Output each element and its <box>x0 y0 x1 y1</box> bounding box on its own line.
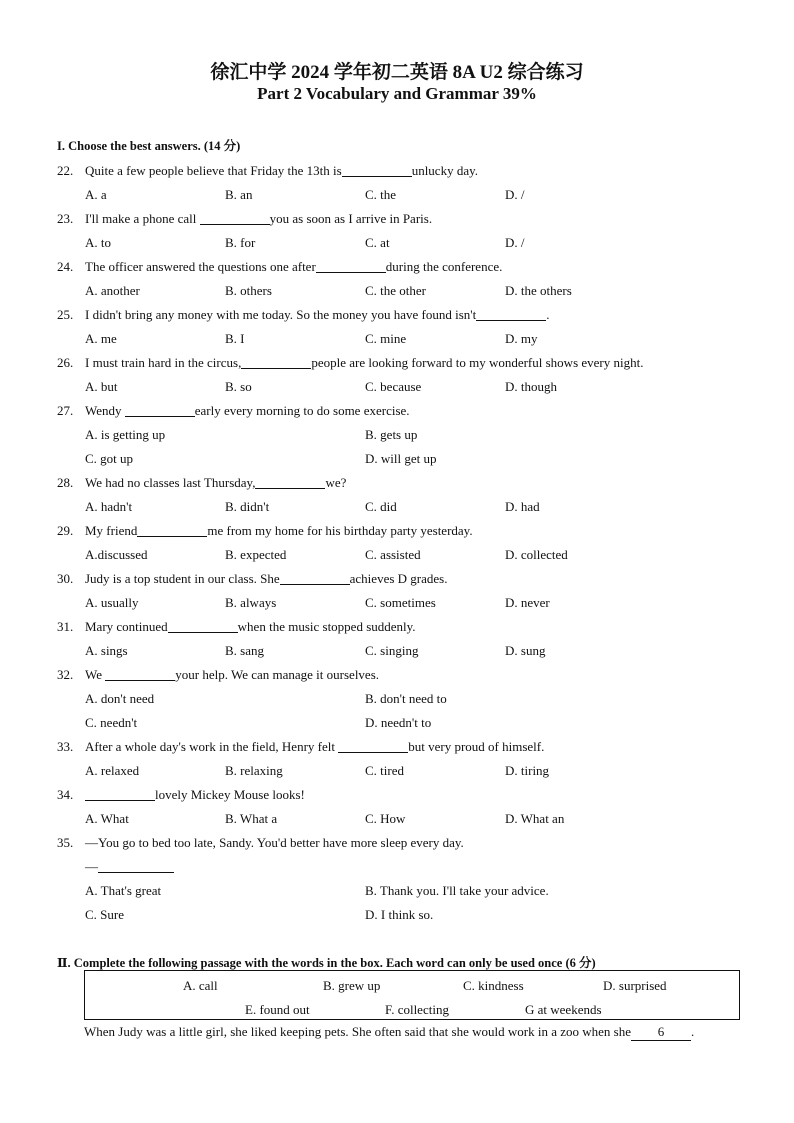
word-box-item: B. grew up <box>323 978 381 993</box>
options-row <box>57 327 747 351</box>
question-stem-line <box>57 399 747 423</box>
word-box-item: G at weekends <box>525 1002 602 1017</box>
options-row <box>57 231 747 255</box>
answer-option[interactable]: D. collected <box>505 547 568 562</box>
options-row <box>57 183 747 207</box>
passage-end: . <box>690 1024 695 1039</box>
question-stem <box>85 399 410 423</box>
answer-option[interactable]: D. had <box>505 499 540 514</box>
answer-option[interactable]: C. How <box>365 811 406 826</box>
stem-text-after: your help. We can manage it ourselves. <box>175 667 380 682</box>
options-row <box>57 375 747 399</box>
answer-option[interactable]: B. so <box>225 379 252 394</box>
options-row <box>57 591 747 615</box>
question-stem <box>85 615 416 639</box>
answer-option[interactable]: A. don't need <box>85 691 155 706</box>
answer-option[interactable]: C. got up <box>85 451 134 466</box>
answer-blank[interactable] <box>137 522 207 537</box>
answer-option[interactable]: D. though <box>505 379 557 394</box>
answer-option[interactable]: B. gets up <box>365 427 418 442</box>
question-stem-line <box>57 255 747 279</box>
stem-text-after: unlucky day. <box>411 163 478 178</box>
passage-blank[interactable]: 6 <box>631 1024 691 1041</box>
question-number: 29. <box>57 523 74 538</box>
options-row <box>57 687 747 711</box>
answer-option[interactable]: D. needn't to <box>365 715 432 730</box>
word-box-item: F. collecting <box>385 1002 449 1017</box>
answer-option[interactable]: A. is getting up <box>85 427 166 442</box>
question-number: 35. <box>57 835 74 850</box>
word-box-item: C. kindness <box>463 978 524 993</box>
stem-text-before: The officer answered the questions one after <box>85 259 316 274</box>
question-stem <box>85 831 464 855</box>
answer-option[interactable]: A. usually <box>85 595 139 610</box>
question-stem <box>85 735 544 759</box>
response-dash: — <box>85 859 98 874</box>
answer-option[interactable]: C. sometimes <box>365 595 436 610</box>
answer-option[interactable]: B. relaxing <box>225 763 283 778</box>
answer-option[interactable]: A. me <box>85 331 117 346</box>
word-box-item: A. call <box>183 978 218 993</box>
answer-blank[interactable] <box>342 162 412 177</box>
stem-text-after: me from my home for his birthday party yesterday. <box>207 523 473 538</box>
stem-text-before: Judy is a top student in our class. She <box>85 571 280 586</box>
answer-option[interactable]: A. hadn't <box>85 499 133 514</box>
word-box-item: D. surprised <box>603 978 667 993</box>
question-stem-line <box>57 471 747 495</box>
word-box-item: E. found out <box>245 1002 310 1017</box>
answer-option[interactable]: A. a <box>85 187 107 202</box>
stem-text-after: people are looking forward to my wonderful shows every night. <box>311 355 644 370</box>
answer-blank[interactable] <box>476 306 546 321</box>
options-row <box>57 279 747 303</box>
question-stem <box>85 471 346 495</box>
answer-option[interactable]: D. I think so. <box>365 907 434 922</box>
question-number: 22. <box>57 163 74 178</box>
question-stem <box>85 783 305 807</box>
answer-option[interactable]: C. because <box>365 379 422 394</box>
question-item <box>57 303 747 351</box>
question-number: 26. <box>57 355 74 370</box>
answer-option[interactable]: B. What a <box>225 811 278 826</box>
stem-text-after: achieves D grades. <box>349 571 448 586</box>
options-row <box>57 903 747 927</box>
answer-option[interactable]: A. another <box>85 283 140 298</box>
stem-text-before: —You go to bed too late, Sandy. You'd better have more sleep every day. <box>85 835 464 850</box>
answer-blank[interactable] <box>280 570 350 585</box>
answer-blank[interactable] <box>316 258 386 273</box>
answer-option[interactable]: B. don't need to <box>365 691 447 706</box>
options-row <box>57 759 747 783</box>
question-stem-line <box>57 831 747 855</box>
question-stem-line <box>57 735 747 759</box>
stem-text-after: during the conference. <box>385 259 503 274</box>
stem-text-after: but very proud of himself. <box>408 739 545 754</box>
answer-blank[interactable] <box>338 738 408 753</box>
question-stem <box>85 303 550 327</box>
question-stem-line <box>57 519 747 543</box>
answer-option[interactable]: B. I <box>225 331 245 346</box>
answer-option[interactable]: B. an <box>225 187 253 202</box>
question-item <box>57 351 747 399</box>
answer-option[interactable]: D. tiring <box>505 763 550 778</box>
stem-text-after: when the music stopped suddenly. <box>237 619 416 634</box>
answer-blank[interactable] <box>168 618 238 633</box>
options-row <box>57 495 747 519</box>
question-number: 25. <box>57 307 74 322</box>
question-stem <box>85 567 447 591</box>
answer-option[interactable]: D. never <box>505 595 550 610</box>
answer-option[interactable]: C. singing <box>365 643 419 658</box>
passage-text <box>84 1024 694 1041</box>
question-stem-line <box>57 159 747 183</box>
answer-option[interactable]: D. / <box>505 235 525 250</box>
answer-option[interactable]: D. What an <box>505 811 565 826</box>
question-stem <box>85 519 473 543</box>
answer-option[interactable]: B. didn't <box>225 499 270 514</box>
question-stem-line <box>57 783 747 807</box>
options-row <box>57 423 747 447</box>
question-number: 30. <box>57 571 74 586</box>
question-number: 28. <box>57 475 74 490</box>
question-number: 34. <box>57 787 74 802</box>
answer-option[interactable]: C. did <box>365 499 397 514</box>
question-stem <box>85 159 478 183</box>
question-number: 31. <box>57 619 74 634</box>
stem-text-before: We <box>85 667 106 682</box>
answer-option[interactable]: D. my <box>505 331 538 346</box>
question-stem-line <box>57 303 747 327</box>
answer-option[interactable]: C. at <box>365 235 390 250</box>
question-stem-line <box>57 351 747 375</box>
stem-text-after: . <box>546 307 550 322</box>
stem-text-before: We had no classes last Thursday, <box>85 475 256 490</box>
stem-text-before: Wendy <box>85 403 125 418</box>
answer-blank[interactable] <box>241 354 311 369</box>
answer-option[interactable]: C. tired <box>365 763 404 778</box>
question-item <box>57 567 747 615</box>
word-box <box>84 970 740 1020</box>
answer-blank[interactable] <box>255 474 325 489</box>
answer-option[interactable]: B. expected <box>225 547 287 562</box>
answer-option[interactable]: B. for <box>225 235 256 250</box>
question-number: 24. <box>57 259 74 274</box>
section-2-heading: Ⅱ. Complete the following passage with the words in the box. Each word can only be used once (6 分) <box>57 956 596 970</box>
answer-blank[interactable] <box>85 786 155 801</box>
answer-option[interactable]: A. to <box>85 235 111 250</box>
answer-option[interactable]: B. always <box>225 595 277 610</box>
options-row <box>57 447 747 471</box>
question-item <box>57 159 747 207</box>
question-item <box>57 735 747 783</box>
question-item <box>57 783 747 831</box>
answer-blank[interactable] <box>125 402 195 417</box>
question-stem-line <box>57 567 747 591</box>
stem-text-after: early every morning to do some exercise. <box>194 403 410 418</box>
answer-option[interactable]: C. assisted <box>365 547 421 562</box>
answer-option[interactable]: D. sung <box>505 643 546 658</box>
question-item <box>57 255 747 303</box>
answer-option[interactable]: C. mine <box>365 331 407 346</box>
answer-option[interactable]: C. the <box>365 187 397 202</box>
answer-option[interactable]: C. needn't <box>85 715 138 730</box>
stem-text-after: lovely Mickey Mouse looks! <box>155 787 305 802</box>
stem-text-before: My friend <box>85 523 138 538</box>
question-item <box>57 207 747 255</box>
passage-sentence: When Judy was a little girl, she liked keeping pets. She often said that she would work in a zoo when she <box>84 1024 631 1039</box>
question-stem-line <box>57 615 747 639</box>
question-stem <box>85 351 643 375</box>
answer-blank[interactable] <box>200 210 270 225</box>
section-1-heading: I. Choose the best answers. (14 分) <box>57 139 241 153</box>
question-item <box>57 519 747 567</box>
answer-option[interactable]: D. will get up <box>365 451 437 466</box>
question-stem <box>85 255 502 279</box>
options-row <box>57 711 747 735</box>
question-list <box>57 159 747 927</box>
stem-text-before: After a whole day's work in the field, Henry felt <box>85 739 339 754</box>
question-stem-line <box>57 207 747 231</box>
options-row <box>57 543 747 567</box>
answer-blank[interactable] <box>98 858 174 873</box>
question-item <box>57 399 747 471</box>
question-stem-line <box>57 663 747 687</box>
question-number: 32. <box>57 667 74 682</box>
stem-text-before: I must train hard in the circus, <box>85 355 242 370</box>
question-item <box>57 471 747 519</box>
dialogue-response-line <box>57 855 747 879</box>
stem-text-before: I didn't bring any money with me today. So the money you have found isn't <box>85 307 477 322</box>
answer-option[interactable]: B. Thank you. I'll take your advice. <box>365 883 549 898</box>
page-title: 徐汇中学 2024 学年初二英语 8A U2 综合练习 <box>210 62 584 83</box>
question-item <box>57 615 747 663</box>
question-item <box>57 831 747 927</box>
answer-option[interactable]: A. but <box>85 379 118 394</box>
options-row <box>57 879 747 903</box>
answer-option[interactable]: A. relaxed <box>85 763 140 778</box>
answer-blank[interactable] <box>105 666 175 681</box>
answer-option[interactable]: A.discussed <box>85 547 148 562</box>
stem-text-before: Mary continued <box>85 619 168 634</box>
question-item <box>57 663 747 735</box>
answer-option[interactable]: C. Sure <box>85 907 124 922</box>
part-subtitle: Part 2 Vocabulary and Grammar 39% <box>257 84 537 103</box>
stem-text-before: Quite a few people believe that Friday the 13th is <box>85 163 342 178</box>
answer-option[interactable]: D. / <box>505 187 525 202</box>
answer-option[interactable]: B. sang <box>225 643 264 658</box>
stem-text-after: you as soon as I arrive in Paris. <box>269 211 433 226</box>
question-number: 27. <box>57 403 74 418</box>
question-stem <box>85 207 432 231</box>
question-number: 23. <box>57 211 74 226</box>
stem-text-after: we? <box>325 475 347 490</box>
answer-option[interactable]: A. What <box>85 811 129 826</box>
options-row <box>57 807 747 831</box>
answer-option[interactable]: A. That's great <box>85 883 162 898</box>
answer-option[interactable]: A. sings <box>85 643 128 658</box>
answer-option[interactable]: D. the others <box>505 283 572 298</box>
question-number: 33. <box>57 739 74 754</box>
options-row <box>57 639 747 663</box>
answer-option[interactable]: C. the other <box>365 283 427 298</box>
question-stem <box>85 663 379 687</box>
stem-text-before: I'll make a phone call <box>85 211 200 226</box>
answer-option[interactable]: B. others <box>225 283 272 298</box>
